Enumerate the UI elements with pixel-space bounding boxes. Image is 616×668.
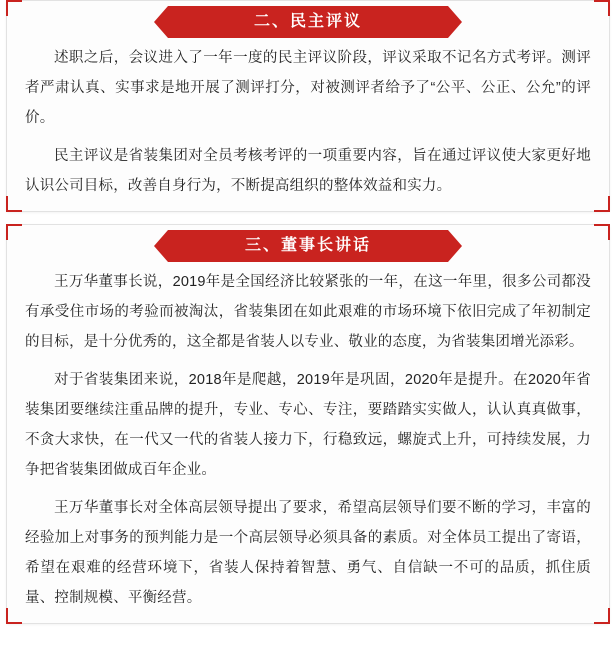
section-heading-banner: 二、民主评议 [168,6,448,38]
heading-rule-right [448,246,609,247]
section-heading-banner: 三、董事长讲话 [168,230,448,262]
corner-mark-bottom-right-icon [594,196,610,212]
paragraph: 述职之后，会议进入了一年一度的民主评议阶段，评议采取不记名方式考评。测评者严肃认真、实事求是地开展了测评打分，对被测评者给予了“公平、公正、公允”的评价。 [25,50,591,126]
heading-rule-right [448,22,609,23]
section-chairman-speech [6,224,610,624]
section-heading-wrap [7,1,609,43]
section-heading-wrap [7,225,609,267]
paragraph: 对于省装集团来说，2018年是爬越，2019年是巩固，2020年是提升。在2020年省装集团要继续注重品牌的提升，专业、专心、专注，要踏踏实实做人，认认真真做事，不贪大求快，在一代又一代的省装人接力下，行稳致远，螺旋式上升，可持续发展，力争把省装集团做成百年企业。 [25,372,591,478]
section-democratic-review [6,0,610,212]
corner-mark-bottom-left-icon [6,196,22,212]
paragraph: 王万华董事长对全体高层领导提出了要求，希望高层领导们要不断的学习，丰富的经验加上对事务的预判能力是一个高层领导必须具备的素质。对全体员工提出了寄语，希望在艰难的经营环境下，省装人保持着智慧、勇气、自信缺一不可的品质，抓住质量、控制规模、平衡经营。 [25,500,591,606]
section-body [7,267,609,613]
paragraph: 王万华董事长说，2019年是全国经济比较紧张的一年，在这一年里，很多公司都没有承受住市场的考验而被淘汰，省装集团在如此艰难的市场环境下依旧完成了年初制定的目标，是十分优秀的，这全都是省装人以专业、敬业的态度，为省装集团增光添彩。 [25,274,591,350]
heading-rule-left [7,246,168,247]
section-body [7,43,609,201]
corner-mark-bottom-right-icon [594,608,610,624]
corner-mark-bottom-left-icon [6,608,22,624]
paragraph: 民主评议是省装集团对全员考核考评的一项重要内容，旨在通过评议使大家更好地认识公司目标，改善自身行为，不断提高组织的整体效益和实力。 [25,148,591,194]
heading-rule-left [7,22,168,23]
